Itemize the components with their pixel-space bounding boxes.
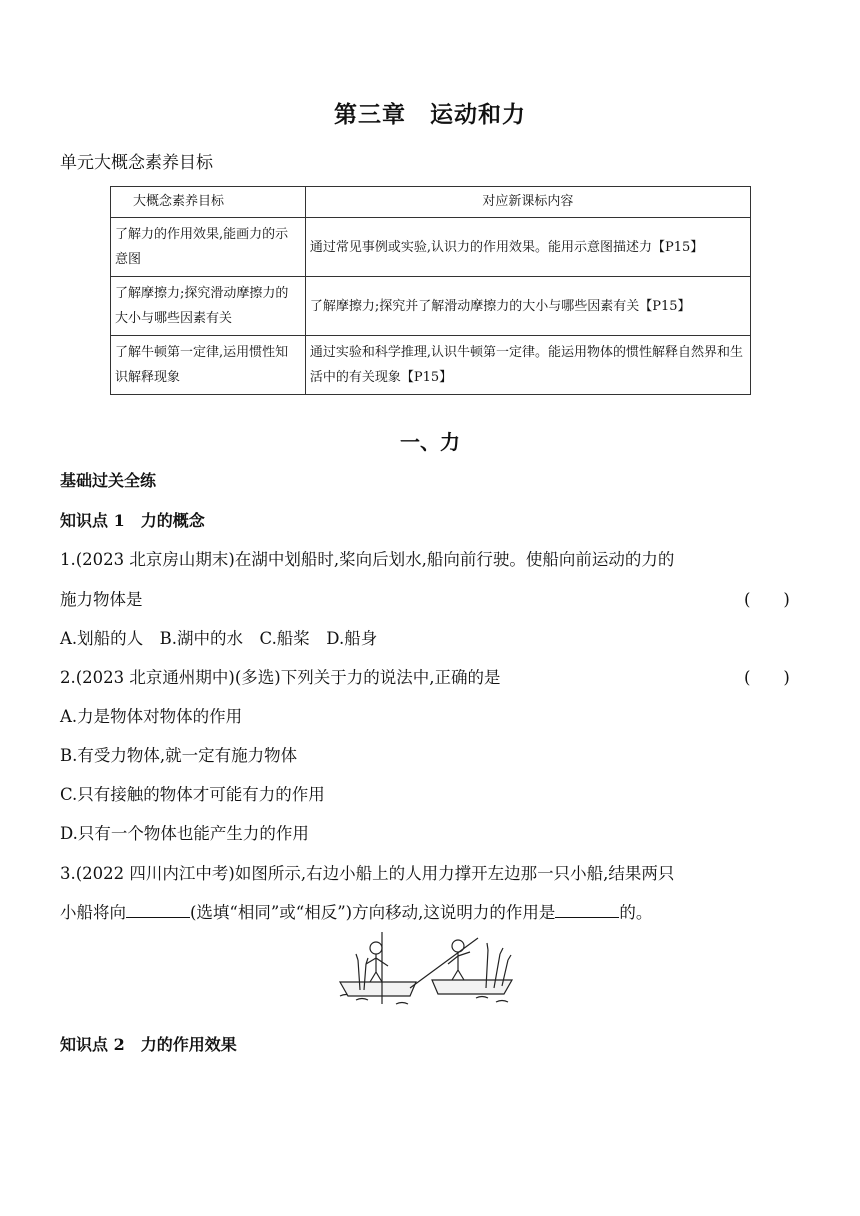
table-cell-content: 了解摩擦力;探究并了解滑动摩擦力的大小与哪些因素有关【P15】	[305, 277, 750, 336]
q1-line2: 施力物体是	[60, 590, 143, 609]
q3-line2-c: 的。	[619, 903, 653, 922]
table-cell-goal: 了解牛顿第一定律,运用惯性知识解释现象	[111, 336, 306, 395]
q2-option-a: A.力是物体对物体的作用	[60, 707, 243, 726]
table-cell-goal: 了解力的作用效果,能画力的示意图	[111, 218, 306, 277]
q3-line2	[60, 899, 652, 923]
knowledge-point-1: 知识点 1 力的概念	[60, 511, 205, 530]
section-title: 一、力	[400, 430, 460, 454]
q1-line1: 1.(2023 北京房山期末)在湖中划船时,桨向后划水,船向前行驶。使船向前运动的力的	[60, 550, 675, 569]
table-row	[111, 218, 751, 277]
answer-blank[interactable]	[126, 903, 190, 918]
practice-heading: 基础过关全练	[60, 471, 157, 490]
knowledge-point-2: 知识点 2 力的作用效果	[60, 1035, 237, 1054]
table-row	[111, 277, 751, 336]
q3-line2-a: 小船将向	[60, 903, 126, 922]
table-cell-content: 通过常见事例或实验,认识力的作用效果。能用示意图描述力【P15】	[305, 218, 750, 277]
chapter-title: 第三章 运动和力	[334, 101, 526, 128]
table-header-goal: 大概念素养目标	[111, 187, 306, 218]
unit-goals-heading: 单元大概念素养目标	[60, 153, 213, 173]
boats-illustration	[336, 930, 516, 1010]
table-row	[111, 336, 751, 395]
q1-options: A.划船的人 B.湖中的水 C.船桨 D.船身	[60, 629, 378, 648]
q2-option-b: B.有受力物体,就一定有施力物体	[60, 746, 298, 765]
q3-line1: 3.(2022 四川内江中考)如图所示,右边小船上的人用力撑开左边那一只小船,结果两只	[60, 864, 675, 883]
q2-option-c: C.只有接触的物体才可能有力的作用	[60, 785, 325, 804]
q3-line2-b: (选填“相同”或“相反”)方向移动,这说明力的作用是	[190, 903, 556, 922]
q1-answer-paren: ( )	[744, 590, 790, 609]
q2-answer-paren: ( )	[744, 668, 790, 687]
table-cell-goal: 了解摩擦力;探究滑动摩擦力的大小与哪些因素有关	[111, 277, 306, 336]
table-cell-content: 通过实验和科学推理,认识牛顿第一定律。能运用物体的惯性解释自然界和生活中的有关现象【P15】	[305, 336, 750, 395]
q2-line1: 2.(2023 北京通州期中)(多选)下列关于力的说法中,正确的是	[60, 668, 501, 687]
goals-table	[110, 186, 751, 395]
answer-blank[interactable]	[555, 903, 619, 918]
table-header-content: 对应新课标内容	[305, 187, 750, 218]
q2-option-d: D.只有一个物体也能产生力的作用	[60, 824, 309, 843]
table-header-row	[111, 187, 751, 218]
